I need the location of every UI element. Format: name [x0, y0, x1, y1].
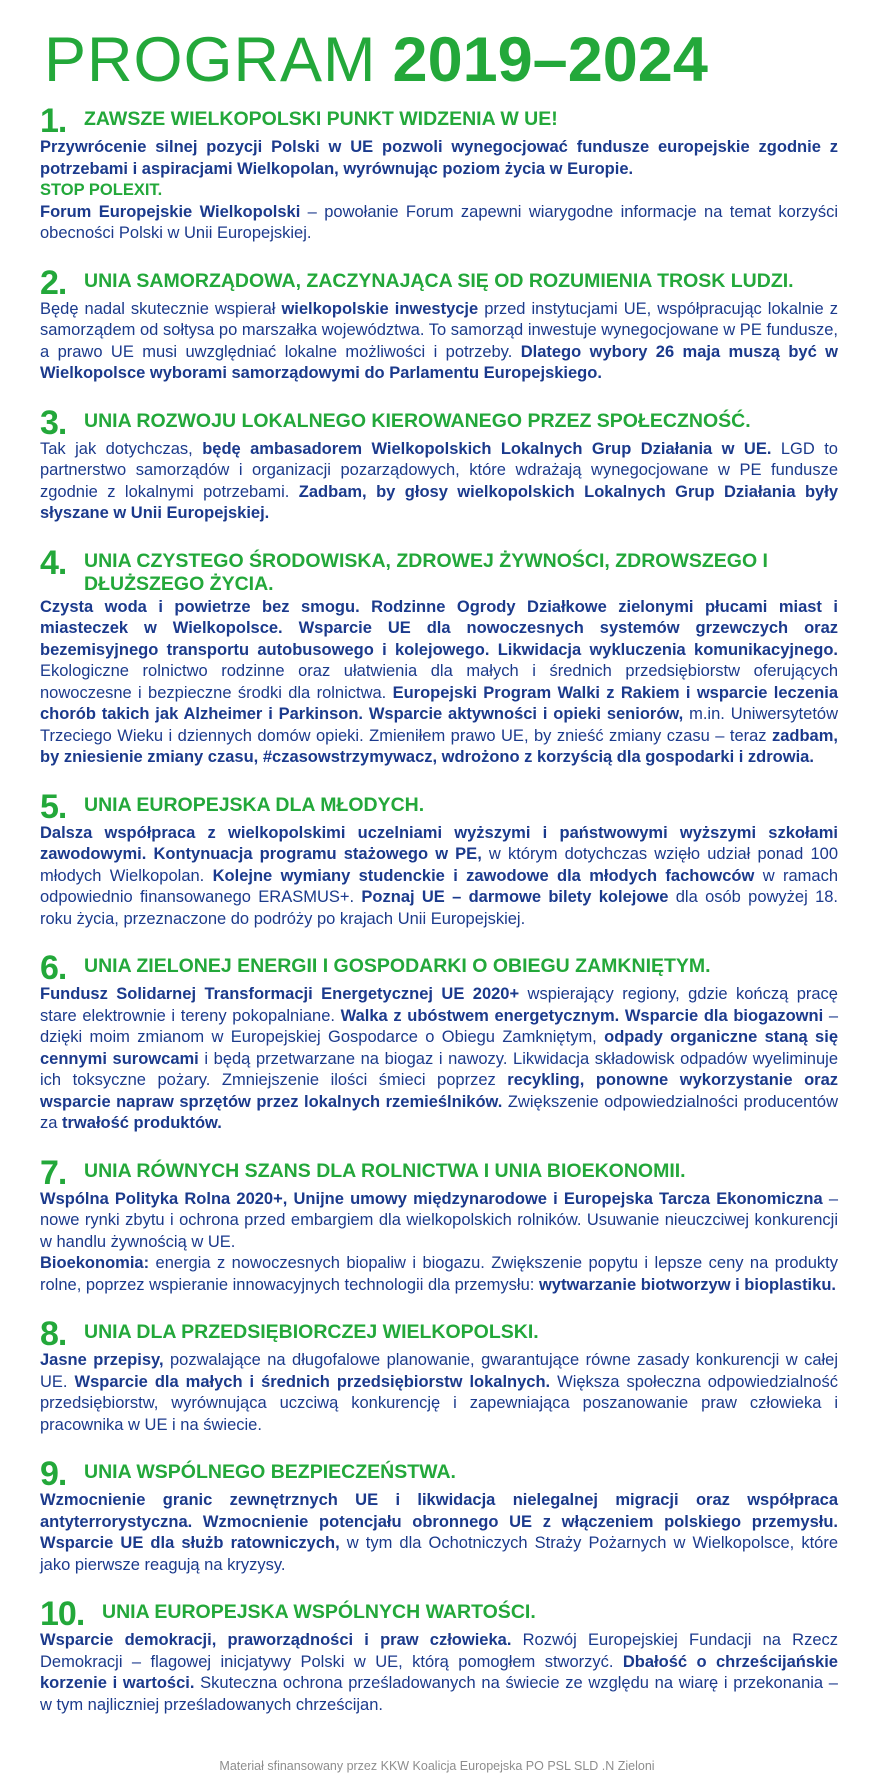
section-7-text-a: Wspólna Polityka Rolna 2020+, Unijne umowy międzynarodowe i Europejska Tarcza Ekonomiczna	[40, 1189, 823, 1208]
section-4-text-a: Czysta woda i powietrze bez smogu. Rodzinne Ogrody Działkowe zielonymi płucami miast i miasteczek w Wielkopolsce. Wsparcie UE dla nowoczesnych systemów grzewczych oraz bezemisyjnego transportu autobusowego i kolejowego. Likwidacja wykluczenia komunikacyjnego.	[40, 597, 838, 659]
section-1-green-line: STOP POLEXIT.	[40, 181, 163, 199]
section-5	[40, 787, 839, 931]
section-3-text-d: Zadbam, by głosy wielkopolskich Lokalnych Grup Działania były słyszane w Unii Europejskiej.	[40, 482, 838, 522]
section-9-body	[40, 1490, 838, 1576]
section-9-text-a: Wzmocnienie granic zewnętrznych UE i likwidacja nielegalnej migracji oraz współpraca antyterrorystyczna. Wzmocnienie potencjału obronnego UE z włączeniem polskiego przemysłu. Wsparcie UE dla służb ratowniczych,	[40, 1491, 838, 1552]
section-5-title: UNIA EUROPEJSKA DLA MŁODYCH.	[84, 793, 425, 816]
section-3-header	[40, 403, 838, 442]
section-7	[40, 1153, 838, 1297]
section-10-text-d: Skuteczna ochrona prześladowanych na świecie ze względu na wiarę i przekonania – w tym najliczniej prześladowanych chrześcijan.	[40, 1674, 838, 1714]
section-10-header	[40, 1595, 838, 1633]
section-4	[40, 543, 838, 769]
section-2-text-c: przed instytucjami UE, współpracując lokalnie z samorządem od sołtysa po marszałka województwa. To samorząd inwestuje wynegocjowane w PE fundusze, a prawo UE musi uwzględniać lokalne możliwości i potrzeby.	[40, 299, 838, 361]
section-8-text-b: pozwalające na długofalowe planowanie, gwarantujące równe zasady konkurencji w całej UE.	[40, 1351, 839, 1391]
section-6-text-a: Fundusz Solidarnej Transformacji Energetycznej UE 2020+	[40, 985, 520, 1003]
section-1-header	[40, 102, 838, 140]
section-6-title: UNIA ZIELONEJ ENERGII I GOSPODARKI O OBIEGU ZAMKNIĘTYM.	[84, 955, 711, 977]
section-8-text-a: Jasne przepisy,	[40, 1351, 164, 1369]
section-3-text-b: będę ambasadorem Wielkopolskich Lokalnych Grup Działania w UE.	[202, 439, 772, 458]
section-5-text-b: w którym dotychczas wzięło udział ponad 100 młodych Wielkopolan.	[40, 845, 838, 885]
section-5-number: 5.	[40, 787, 67, 826]
section-3	[40, 403, 838, 525]
section-7-text-p2c: wytwarzanie biotworzyw i bioplastiku.	[538, 1275, 836, 1294]
section-10-text-b: Rozwój Europejskiej Fundacji na Rzecz Demokracji – flagowej inicjatywy Polski w UE, którą pomogłem stworzyć.	[40, 1631, 839, 1671]
section-8	[40, 1317, 838, 1436]
section-6-text-c: Walka z ubóstwem energetycznym. Wsparcie dla biogazowni	[340, 1006, 824, 1025]
section-1-title: ZAWSZE WIELKOPOLSKI PUNKT WIDZENIA W UE!	[84, 108, 558, 130]
section-9	[40, 1457, 838, 1576]
section-1	[40, 104, 838, 245]
section-8-text-d: Większa społeczna odpowiedzialność przedsiębiorstw, wyrównująca uczciwą konkurencję i zapewniająca poszanowanie praw człowieka i pracownika w UE i na świecie.	[40, 1372, 838, 1434]
section-4-text-d: m.in. Uniwersytetów Trzeciego Wieku i dziennych domów opieki. Zmieniłem prawo UE, by znieść zmiany czasu – teraz	[40, 705, 838, 745]
section-2	[40, 263, 838, 385]
section-6	[40, 951, 838, 1135]
section-10-title: UNIA EUROPEJSKA WSPÓLNYCH WARTOŚCI.	[102, 1601, 536, 1623]
section-6-text-f: i będą przetwarzane na biogaz i nawozy. Likwidacja składowisk odpadów wyeliminuje ich toksyczne pożary. Zmniejszenie ilości śmieci poprzez	[40, 1049, 838, 1089]
section-6-text-b: wspierający regiony, gdzie kończą pracę stare elektrownie i tereny pokopalniane.	[40, 985, 838, 1025]
section-10-text-c: Dbałość o chrześcijańskie korzenie i wartości.	[40, 1652, 838, 1692]
footer-disclaimer: Materiał sfinansowany przez KKW Koalicja Europejska PO PSL SLD .N Zieloni	[219, 1759, 655, 1773]
section-3-text-a: Tak jak dotychczas,	[40, 439, 203, 458]
section-6-text-g: recykling, ponowne wykorzystanie oraz wsparcie napraw sprzętów przez lokalnych rzemieślników.	[40, 1071, 838, 1111]
section-5-header	[40, 787, 838, 826]
section-4-header	[40, 543, 838, 596]
section-4-number: 4.	[40, 543, 67, 582]
section-1-lead-bold: Przywrócenie silnej pozycji Polski w UE pozwoli wynegocjować fundusze europejskie zgodnie z potrzebami i aspiracjami Wielkopolan, wyrównując poziom życia w Europie.	[40, 138, 838, 178]
section-2-text-a: Będę nadal skutecznie wspierał	[40, 299, 282, 318]
title-years-text: 2019–2024	[392, 25, 708, 95]
section-7-header	[40, 1153, 838, 1192]
section-1-body	[40, 137, 838, 245]
section-2-text-d: Dlatego wybory 26 maja muszą być w Wielkopolsce wyborami samorządowymi do Parlamentu Europejskiego.	[40, 342, 838, 382]
section-6-text-i: trwałość produktów.	[62, 1114, 222, 1132]
section-10	[40, 1597, 838, 1716]
section-8-title: UNIA DLA PRZEDSIĘBIORCZEJ WIELKOPOLSKI.	[84, 1321, 539, 1343]
section-8-body	[40, 1350, 838, 1436]
section-2-number: 2.	[40, 263, 67, 302]
section-8-header	[40, 1315, 838, 1353]
section-7-text-p2b: energia z nowoczesnych biopaliw i biogazu. Zwiększenie popytu i lepsze ceny na produkty rolne, poprzez wspieranie innowacyjnych technologii dla przemysłu:	[40, 1254, 838, 1294]
section-10-number: 10.	[40, 1595, 85, 1633]
section-6-text-d: – dzięki moim zmianom w Europejskiej Gospodarce o Obiegu Zamkniętym,	[40, 1006, 838, 1046]
section-4-text-e: zadbam, by zniesienie zmiany czasu, #czasowstrzymywacz, wdrożono z korzyścią dla gospodarki i zdrowia.	[40, 726, 838, 766]
section-4-text-c: Europejski Program Walki z Rakiem i wsparcie leczenia chorób takich jak Alzheimer i Parkinson. Wsparcie aktywności i opieki seniorów,	[40, 683, 838, 723]
section-6-text-e: odpady organiczne staną się cennymi surowcami	[40, 1028, 838, 1068]
section-7-title: UNIA RÓWNYCH SZANS DLA ROLNICTWA I UNIA BIOEKONOMII.	[84, 1159, 686, 1182]
section-8-text-c: Wsparcie dla małych i średnich przedsiębiorstw lokalnych.	[74, 1372, 551, 1391]
section-3-text-c: LGD to partnerstwo samorządów i organizacji pozarządowych, które wdrażają wynegocjowane w PE fundusze zgodnie z lokalnymi potrzebami.	[40, 439, 838, 501]
section-4-body	[40, 597, 838, 769]
section-7-text-p2a: Bioekonomia:	[40, 1254, 150, 1272]
section-1-body-bold2: Forum Europejskie Wielkopolski	[40, 202, 301, 221]
section-5-text-d: w ramach odpowiednio finansowanego ERASMUS+.	[40, 866, 838, 906]
section-7-number: 7.	[40, 1153, 67, 1192]
section-7-text-b: – nowe rynki zbytu i ochrona przed embargiem dla wielkopolskich rolników. Usuwanie nieuczciwej konkurencji w handlu żywnością w UE.	[40, 1189, 838, 1251]
section-10-text-a: Wsparcie demokracji, praworządności i praw człowieka.	[40, 1631, 512, 1649]
section-8-number: 8.	[40, 1315, 67, 1353]
section-3-title: UNIA ROZWOJU LOKALNEGO KIEROWANEGO PRZEZ SPOŁECZNOŚĆ.	[84, 409, 751, 432]
section-3-number: 3.	[40, 403, 67, 442]
section-5-text-a: Dalsza współpraca z wielkopolskimi uczelniami wyższymi i państwowymi wyższymi szkołami zawodowymi. Kontynuacja programu stażowego w PE,	[40, 823, 838, 863]
section-5-text-f: dla osób powyżej 18. roku życia, przeznaczone do podróży po krajach Unii Europejskiej.	[40, 888, 839, 928]
section-2-body	[40, 299, 838, 385]
section-4-title: UNIA CZYSTEGO ŚRODOWISKA, ZDROWEJ ŻYWNOŚCI, ZDROWSZEGO I DŁUŻSZEGO ŻYCIA.	[84, 549, 768, 595]
section-2-text-b: wielkopolskie inwestycje	[281, 299, 479, 318]
sections-list	[0, 104, 874, 1747]
section-5-body	[40, 823, 838, 931]
section-6-number: 6.	[40, 949, 67, 987]
section-10-body	[40, 1630, 838, 1716]
section-6-text-h: Zwiększenie odpowiedzialności producentów za	[40, 1092, 839, 1132]
section-9-number: 9.	[40, 1455, 67, 1493]
title-main-text: PROGRAM	[44, 25, 377, 95]
section-2-title: UNIA SAMORZĄDOWA, ZACZYNAJĄCA SIĘ OD ROZUMIENIA TROSK LUDZI.	[84, 269, 794, 292]
section-2-header	[40, 263, 838, 302]
section-1-body-rest: – powołanie Forum zapewni wiarygodne informacje na temat korzyści obecności Polski w Unii Europejskiej.	[40, 202, 838, 242]
section-4-text-b: Ekologiczne rolnictwo rodzinne oraz ułatwienia dla małych i średnich przedsiębiorstw oferujących nowoczesne i bezpieczne środki dla rolnictwa.	[40, 662, 838, 702]
section-5-text-e: Poznaj UE – darmowe bilety kolejowe	[361, 888, 669, 906]
section-9-header	[40, 1455, 838, 1493]
section-1-number: 1.	[40, 102, 67, 140]
section-7-body	[40, 1189, 838, 1297]
section-6-header	[40, 949, 838, 987]
page-title	[0, 0, 874, 104]
section-9-title: UNIA WSPÓLNEGO BEZPIECZEŃSTWA.	[84, 1461, 456, 1483]
section-9-text-b: w tym dla Ochotniczych Straży Pożarnych w Wielkopolsce, które jako pierwsze reagują na kryzysy.	[40, 1534, 838, 1574]
section-3-body	[40, 439, 838, 525]
section-5-text-c: Kolejne wymiany studenckie i zawodowe dla młodych fachowców	[212, 866, 755, 885]
section-6-body	[40, 984, 838, 1135]
